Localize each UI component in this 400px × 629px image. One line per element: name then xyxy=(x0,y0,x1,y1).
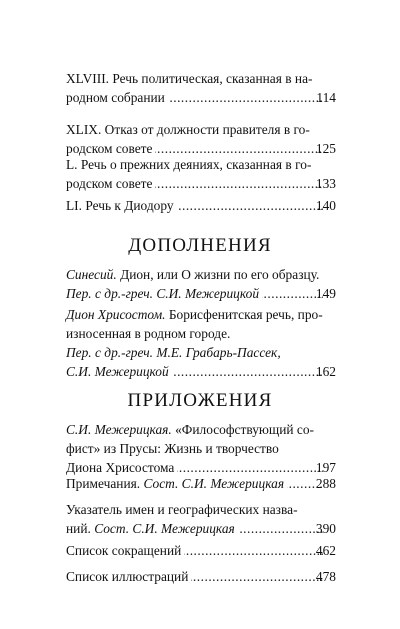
toc-entry-text: родском совете xyxy=(66,141,153,156)
toc-entry-text: Список сокращений xyxy=(66,543,182,558)
toc-entry-text: Список иллюстраций xyxy=(66,569,189,584)
toc-entry-49 xyxy=(66,120,336,158)
translator-credit: С.И. Межерицкой xyxy=(66,364,169,379)
page-number: 114 xyxy=(316,90,336,105)
translator-credit: Пер. с др.-греч. М.Е. Грабарь-Пассек, xyxy=(66,345,281,360)
page-number: 162 xyxy=(315,364,336,379)
toc-entry-last-line xyxy=(66,567,336,586)
leader-dots xyxy=(177,196,323,215)
page-number: 140 xyxy=(315,198,336,213)
page-number: 478 xyxy=(315,569,336,584)
leader-dots xyxy=(238,519,323,538)
toc-entry-last-line xyxy=(66,519,336,538)
toc-entry-text: LI. Речь к Диодору xyxy=(66,198,174,213)
toc-entry-text: фист» из Прусы: Жизнь и творчество xyxy=(66,441,279,456)
toc-entry-48 xyxy=(66,69,336,107)
toc-entry-last-line xyxy=(66,284,336,303)
leader-dots xyxy=(191,567,323,586)
toc-entry-50 xyxy=(66,155,336,193)
page-number: 133 xyxy=(315,176,336,191)
author-name: Синесий. xyxy=(66,267,117,282)
toc-entry-mezheritskaya-essay xyxy=(66,420,336,477)
toc-entry-synesius xyxy=(66,265,336,303)
toc-entry-text: Диона Хрисостома xyxy=(66,460,175,475)
toc-entry-text: L. Речь о прежних деяниях, сказанная в го- xyxy=(66,157,312,172)
section-heading-additions: ДОПОЛНЕНИЯ xyxy=(128,235,272,256)
page-number: 390 xyxy=(315,521,336,536)
toc-entry-first-line xyxy=(66,420,336,439)
toc-entry-text: XLIX. Отказ от должности правителя в го- xyxy=(66,122,310,137)
section-heading-appendices: ПРИЛОЖЕНИЯ xyxy=(127,390,273,411)
toc-entry-last-line xyxy=(66,196,336,215)
leader-dots xyxy=(155,174,322,193)
leader-dots xyxy=(262,284,323,303)
toc-entry-51 xyxy=(66,196,336,215)
toc-entry-title xyxy=(66,519,235,538)
toc-entry-first-line xyxy=(66,265,336,284)
compiler-credit: Сост. С.И. Межерицкая xyxy=(143,476,285,491)
toc-entry-first-line xyxy=(66,305,336,324)
page-number: 197 xyxy=(315,460,336,475)
toc-entry-text: Дион, или О жизни по его образцу. xyxy=(116,267,320,282)
page-number: 288 xyxy=(315,476,336,491)
toc-entry-abbreviations xyxy=(66,541,336,560)
page-number: 149 xyxy=(315,286,336,301)
toc-entry-text: Указатель имен и географических назва- xyxy=(66,502,298,517)
compiler-credit: Сост. С.И. Межерицкая xyxy=(94,521,235,536)
translator-credit: Пер. с др.-греч. С.И. Межерицкой xyxy=(66,286,260,301)
author-name: Дион Хрисостом. xyxy=(66,307,166,322)
page-number: 462 xyxy=(315,543,336,558)
toc-entry-title xyxy=(66,474,285,493)
toc-entry-last-line xyxy=(66,174,336,193)
toc-entry-index xyxy=(66,500,336,538)
toc-entry-last-line xyxy=(66,88,336,107)
toc-entry-text: родском совете xyxy=(66,176,153,191)
toc-entry-text: Примечания. xyxy=(66,476,144,491)
toc-entry-dio-borysthenitica xyxy=(66,305,336,381)
toc-entry-text: Борисфенитская речь, про- xyxy=(165,307,323,322)
toc-entry-text: износенная в родном городе. xyxy=(66,326,231,341)
toc-entry-notes xyxy=(66,474,336,493)
toc-entry-text: ний. xyxy=(66,521,95,536)
author-name: С.И. Межерицкая. xyxy=(66,422,172,437)
toc-entry-text: родном собрании xyxy=(66,90,165,105)
leader-dots xyxy=(168,88,324,107)
leader-dots xyxy=(184,541,323,560)
leader-dots xyxy=(172,362,323,381)
toc-entry-last-line xyxy=(66,541,336,560)
toc-entry-last-line xyxy=(66,362,336,381)
page-number: 125 xyxy=(315,141,336,156)
toc-entry-illustrations xyxy=(66,567,336,586)
toc-entry-last-line xyxy=(66,474,336,493)
toc-entry-text: XLVIII. Речь политическая, сказанная в на- xyxy=(66,71,313,86)
toc-entry-text: «Философствующий со- xyxy=(171,422,314,437)
